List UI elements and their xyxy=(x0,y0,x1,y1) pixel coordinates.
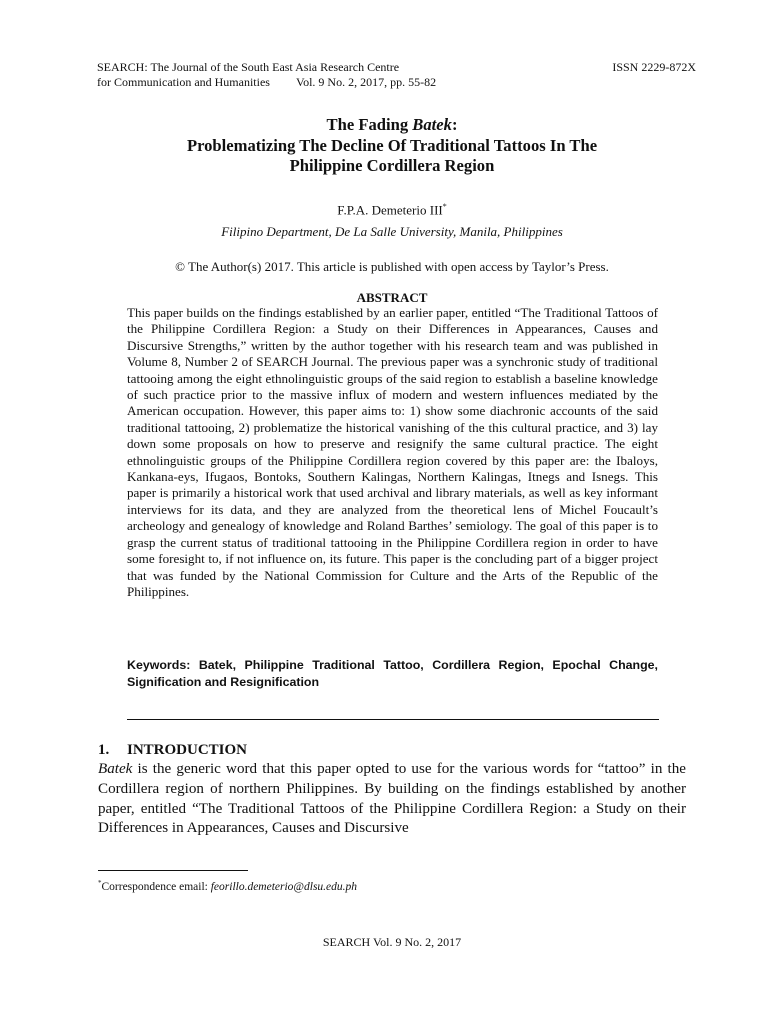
author-name: F.P.A. Demeterio III xyxy=(337,202,443,218)
intro-text: is the generic word that this paper opted to use for the various words for “tattoo” in the Cordillera region of northern Philippines. By building on the findings established by another paper, entitled “The Traditional Tattoos of the Philippine Cordillera Region: a Study on their Differences in Appearances, Causes and Discursive xyxy=(98,761,686,837)
title-line2: Problematizing The Decline Of Traditional Tattoos In The xyxy=(186,135,598,155)
abstract-heading: ABSTRACT xyxy=(356,290,428,305)
footnote-label: Correspondence email: xyxy=(101,880,211,893)
title-colon: : xyxy=(451,115,458,134)
paper-title xyxy=(98,115,686,177)
author-footnote-mark: * xyxy=(442,202,447,211)
section-heading xyxy=(98,742,247,759)
license-note: © The Author(s) 2017. This article is published with open access by Taylor’s Press. xyxy=(175,259,609,274)
author xyxy=(98,202,686,218)
title-line1 xyxy=(98,115,686,136)
section-number: 1. xyxy=(98,742,110,758)
section-divider xyxy=(127,719,659,720)
title-line3: Philippine Cordillera Region xyxy=(289,156,495,175)
issn: ISSN 2229-872X xyxy=(612,60,696,74)
journal-name-cont: for Communication and Humanities xyxy=(97,75,270,89)
correspondence-email: feorillo.demeterio@dlsu.edu.ph xyxy=(210,880,358,893)
title-prefix: The Fading xyxy=(326,115,413,134)
page-footer: SEARCH Vol. 9 No. 2, 2017 xyxy=(322,935,462,949)
affiliation: Filipino Department, De La Salle University, Manila, Philippines xyxy=(221,224,563,239)
intro-lead-word: Batek xyxy=(98,761,133,777)
volume-info: Vol. 9 No. 2, 2017, pp. 55-82 xyxy=(295,75,437,89)
section-title: INTRODUCTION xyxy=(127,742,248,758)
journal-header xyxy=(97,60,436,90)
introduction-paragraph xyxy=(98,760,686,839)
abstract-body: This paper builds on the findings established by an earlier paper, entitled “The Traditional Tattoos of the Philippine Cordillera Region: a Study on their Differences in Appearances, Causes and Discursive Strengths,” written by the author together with his research team and was published in Volume 8, Number 2 of SEARCH Journal. The previous paper was a synchronic study of traditional tattooing among the eight ethnolinguistic groups of the said region to establish a baseline knowledge of such practice prior to the massive influx of modern and western influences mediated by the American occupation. However, this paper aims to: 1) show some diachronic accounts of the said traditional tattooing, 2) problematize the historical vanishing of the this cultural practice, and 3) lay down some proposals on how to preserve and resignify the same cultural practice. The eight ethnolinguistic groups of the Philippine Cordillera region covered by this paper are: the Ibaloys, Kankana-eys, Ifugaos, Bontoks, Southern Kalingas, Northern Kalingas, Itnegs and Isnegs. This paper is primarily a historical work that used archival and library materials, as well as key informant interviews for its data, and they are analyzed from the theoretical lens of Michel Foucault’s archeology and genealogy of knowledge and Roland Barthes’ semiology. The goal of this paper is to grasp the current status of traditional tattooing in the Philippine Cordillera region in order to have some foresight to, if not influence on, its future. This paper is the concluding part of a bigger project that was funded by the National Commission for Culture and the Arts of the Republic of the Philippines. xyxy=(127,305,658,599)
footnote-mark: * xyxy=(98,879,102,887)
title-italic-word: Batek xyxy=(412,115,452,134)
footnote-divider xyxy=(98,870,248,871)
journal-name-line2 xyxy=(97,75,436,90)
keywords: Keywords: Batek, Philippine Traditional Tattoo, Cordillera Region, Epochal Change, Signification and Resignification xyxy=(127,658,658,689)
journal-name-line1: SEARCH: The Journal of the South East Asia Research Centre xyxy=(97,60,400,74)
footnote xyxy=(98,879,357,893)
